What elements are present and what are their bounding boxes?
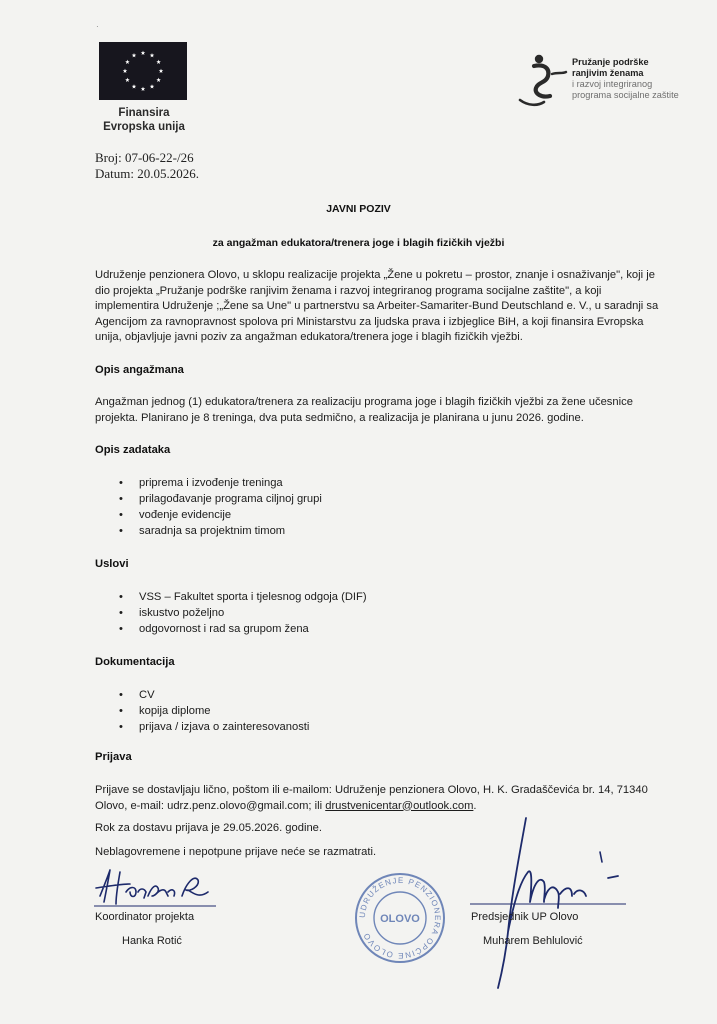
eu-stars-icon [99,42,187,100]
document-title: JAVNI POZIV [326,203,391,215]
heading-dokumentacija: Dokumentacija [95,656,175,668]
list-item: • prilagođavanje programa ciljnoj grupi [95,491,322,507]
coordinator-name: Hanka Rotić [122,935,182,947]
project-logo-line2: ranjivim ženama [572,68,644,78]
document-subtitle: za angažman edukatora/trenera joge i blagih fizičkih vježbi [212,237,505,249]
list-item: • iskustvo poželjno [95,605,367,621]
eu-star-icon [156,60,161,64]
reference-date: Datum: 20.05.2026. [95,166,199,181]
eu-star-icon [141,51,146,55]
eu-star-icon [159,69,164,73]
seal-center-text: OLOVO [380,913,420,925]
list-item: • vođenje evidencije [95,507,322,523]
prijava-text-end: . [473,799,477,812]
prijava-text-line1: Prijave se dostavljaju lično, poštom ili e-mailom: Udruženje penzionera Olovo, H. K. Gradaščevića br. 14, 71340 [95,784,648,796]
list-item: • VSS – Fakultet sporta i tjelesnog odgoja (DIF) [95,589,367,605]
list-item: • CV [95,687,309,703]
list-opis-zadataka [95,475,322,539]
eu-star-icon [150,84,155,88]
eu-star-icon [123,69,128,73]
organization-seal [352,870,448,966]
project-logo-line1: Pružanje podrške [572,57,649,67]
eu-star-icon [141,87,146,91]
prijava-text [95,783,675,814]
list-item: • kopija diplome [95,703,309,719]
heading-opis-zadataka: Opis zadataka [95,444,171,456]
prijava-email-text: Olovo, e-mail: udrz.penz.olovo@gmail.com; ili [95,799,326,812]
prijava-deadline: Rok za dostavu prijava je 29.05.2026. godine. [95,822,323,834]
list-item: • priprema i izvođenje treninga [95,475,322,491]
reference-number: Broj: 07-06-22-/26 [95,150,194,165]
list-item: • saradnja sa projektnim timom [95,523,322,539]
coordinator-role: Koordinator projekta [95,911,195,923]
eu-caption-line2: Evropska unija [103,121,185,133]
list-item: • prijava / izjava o zainteresovanosti [95,719,309,735]
eu-star-icon [125,60,130,64]
project-logo-text [572,57,679,101]
prijava-note: Neblagovremene i nepotpune prijave neće se razmatrati. [95,846,377,858]
coordinator-signature [90,862,220,910]
seal-outer-text: UDRUŽENJE PENZIONERA OPĆINE OLOVO [357,875,443,961]
list-dokumentacija [95,687,309,735]
eu-star-icon [132,53,137,57]
email-link[interactable]: drustvenicentar@outlook.com [325,799,474,812]
project-logo-line4: programa socijalne zaštite [572,90,679,100]
scan-mark: · [96,22,99,31]
eu-star-icon [132,84,137,88]
intro-paragraph: Udruženje penzionera Olovo, u sklopu realizacije projekta „Žene u pokretu – prostor, znanje i osnaživanje", koji je dio projekta „Pružanje podrške ranjivim ženama i razvoj integriranog programa socijalne zaštite", a koji implementira Udruženje ;„Žene sa Une" u partnerstvu sa Arbeiter-Samariter-Bund Deutschland e. V., u saradnji sa Agencijom za ravnopravnost spolova pri Ministarstvu za ljudska prava i izbjeglice BiH, a koji finansira Evropska unija, objavljuje javni poziv za angažman edukatora/trenera joge i blagih fizičkih vježbi. [95,269,659,343]
opis-angazmana-text: Angažman jednog (1) edukatora/trenera za realizaciju programa joge i blagih fizičkih vježbi za žene učesnice projekta. Planirano je 8 treninga, dva puta sedmično, a realizacija je planirana u junu 2026. godine. [95,396,633,424]
president-role: Predsjednik UP Olovo [471,911,579,923]
list-uslovi [95,589,367,637]
list-item: • odgovornost i rad sa grupom žena [95,621,367,637]
eu-star-icon [150,53,155,57]
eu-star-icon [156,78,161,82]
heading-opis-angazmana: Opis angažmana [95,364,184,376]
eu-caption-line1: Finansira [118,107,170,119]
project-logo-line3: i razvoj integriranog [572,79,653,89]
eu-caption [94,106,194,134]
reference-block [95,150,199,182]
president-name: Muharem Behlulović [483,935,583,947]
president-signature [468,812,628,992]
person-figure-logo-icon [514,52,572,110]
project-logo [514,52,704,112]
heading-uslovi: Uslovi [95,558,129,570]
eu-star-icon [125,78,130,82]
heading-prijava: Prijava [95,751,132,763]
eu-flag-icon [99,42,187,100]
